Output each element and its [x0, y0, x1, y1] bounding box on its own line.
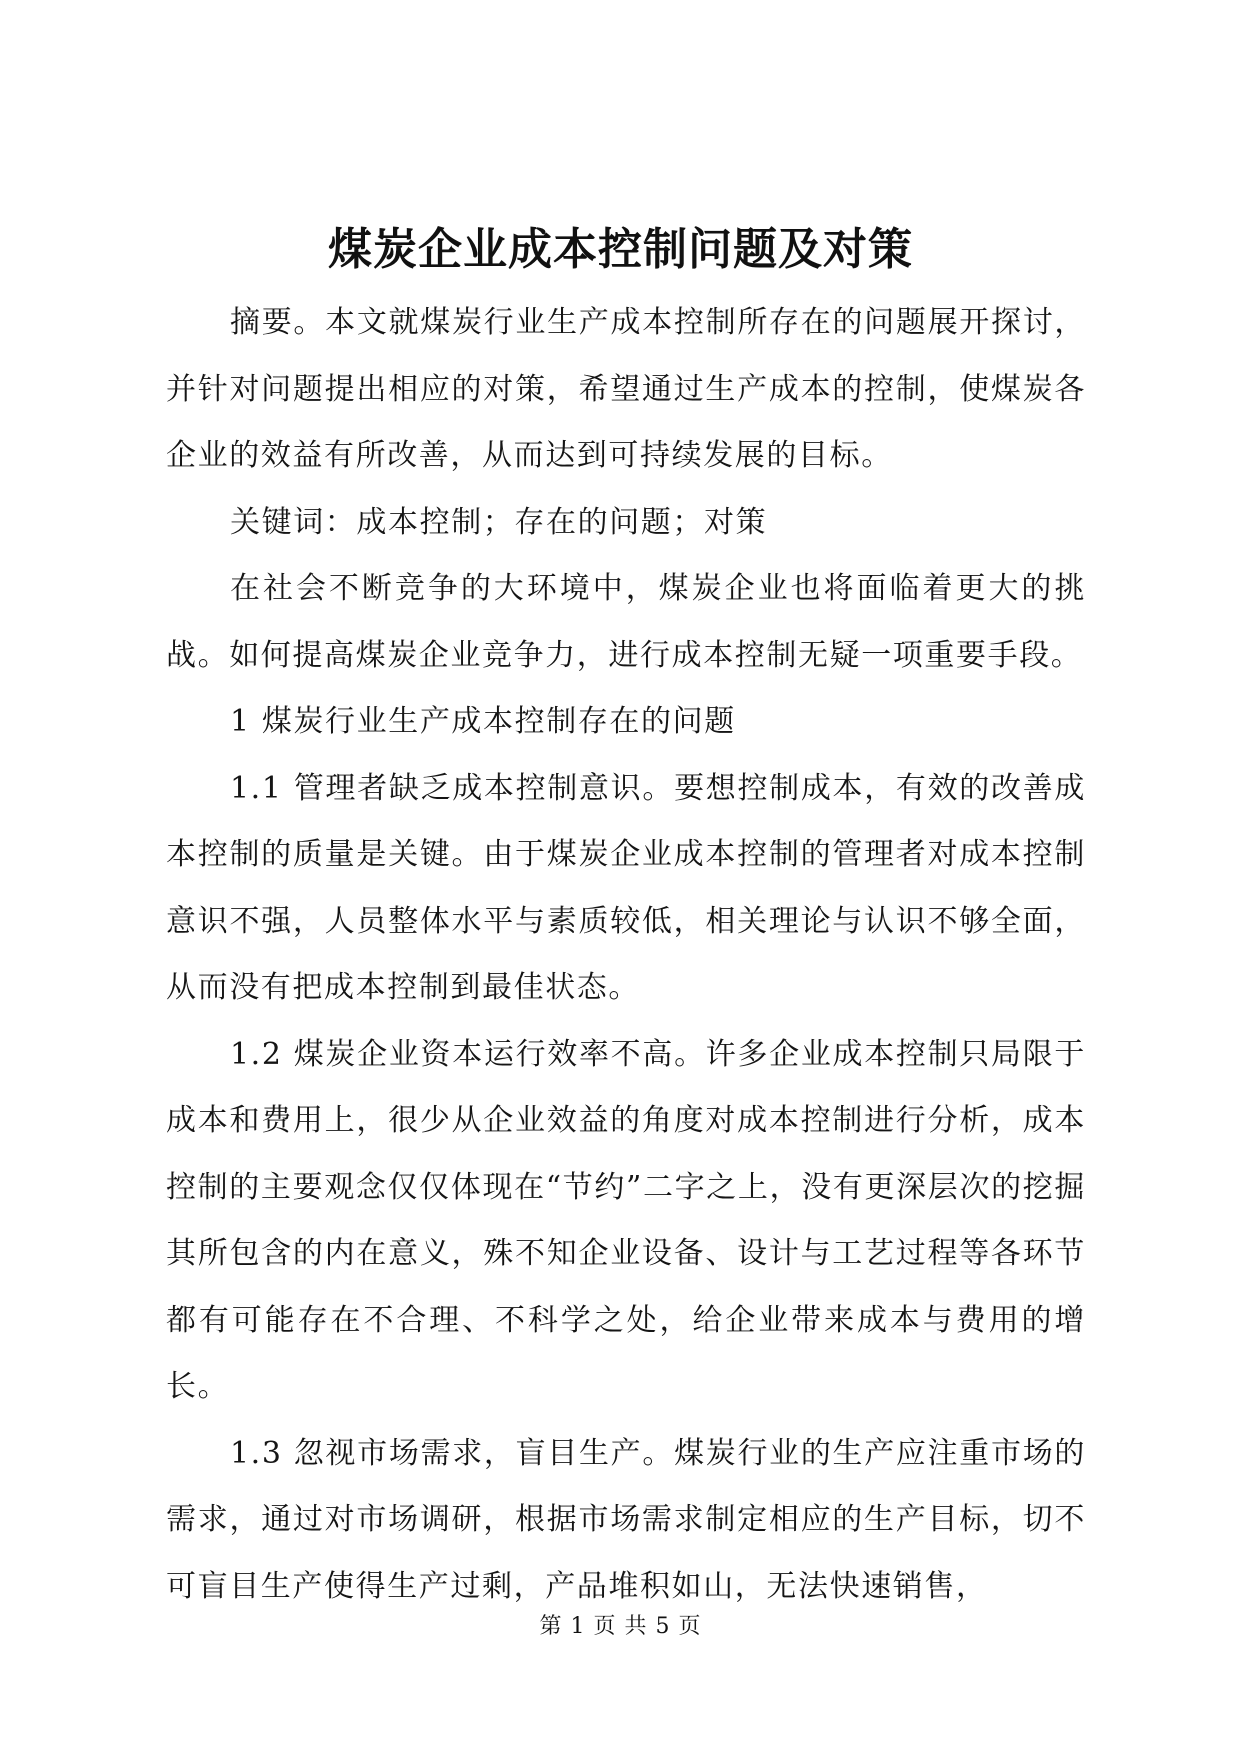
document-title: 煤炭企业成本控制问题及对策 — [328, 224, 913, 275]
abstract-paragraph: 摘要。本文就煤炭行业生产成本控制所存在的问题展开探讨，并针对问题提出相应的对策，希望通过生产成本的控制，使煤炭各企业的效益有所改善，从而达到可持续发展的目标。 — [166, 305, 1086, 473]
keywords-paragraph: 关键词：成本控制；存在的问题；对策 — [230, 504, 768, 540]
document-body — [166, 290, 1086, 1620]
page-footer: 第 1 页 共 5 页 — [539, 1614, 702, 1639]
subsection-1-3-paragraph: 1.3 忽视市场需求，盲目生产。煤炭行业的生产应注重市场的需求，通过对市场调研，根据市场需求制定相应的生产目标，切不可盲目生产使得生产过剩，产品堆积如山，无法快速销售， — [166, 1435, 1086, 1604]
subsection-1-1-paragraph: 1.1 管理者缺乏成本控制意识。要想控制成本，有效的改善成本控制的质量是关键。由于煤炭企业成本控制的管理者对成本控制意识不强，人员整体水平与素质较低，相关理论与认识不够全面，从而没有把成本控制到最佳状态。 — [166, 770, 1086, 1005]
subsection-1-2-paragraph: 1.2 煤炭企业资本运行效率不高。许多企业成本控制只局限于成本和费用上，很少从企业效益的角度对成本控制进行分析，成本控制的主要观念仅仅体现在“节约”二字之上，没有更深层次的挖掘其所包含的内在意义，殊不知企业设备、设计与工艺过程等各环节都有可能存在不合理、不科学之处，给企业带来成本与费用的增长。 — [166, 1036, 1086, 1404]
section-heading-1: 1 煤炭行业生产成本控制存在的问题 — [230, 704, 736, 739]
intro-paragraph: 在社会不断竞争的大环境中，煤炭企业也将面临着更大的挑战。如何提高煤炭企业竞争力，进行成本控制无疑一项重要手段。 — [166, 571, 1086, 673]
